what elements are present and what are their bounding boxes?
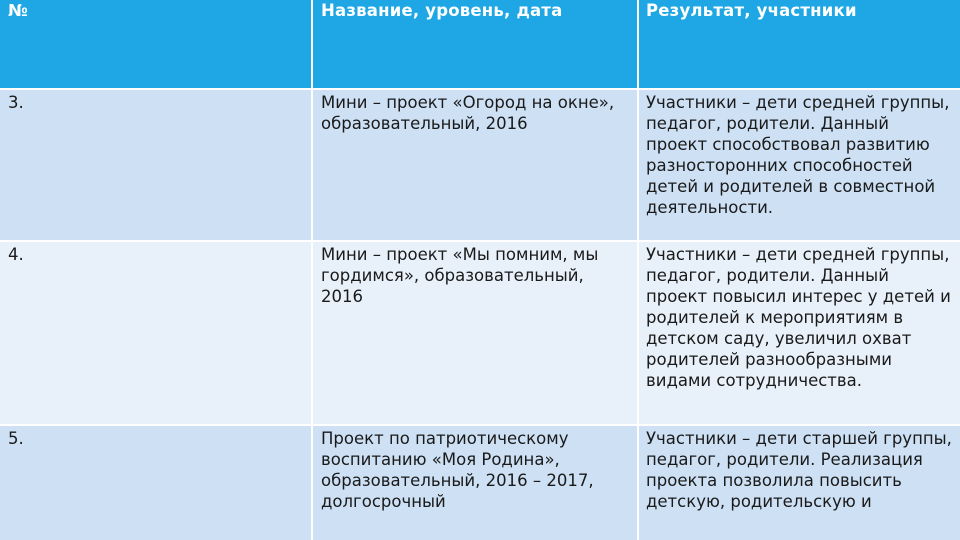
row-project-name: Проект по патриотическому воспитанию «Моя Родина», образовательный, 2016 – 2017, долгосрочный	[313, 426, 637, 540]
header-number: №	[0, 0, 311, 88]
header-result-participants: Результат, участники	[639, 0, 960, 88]
row-project-name: Мини – проект «Мы помним, мы гордимся», образовательный, 2016	[313, 242, 637, 424]
row-result: Участники – дети средней группы, педагог, родители. Данный проект способствовал развитию разносторонних способностей детей и родителей в совместной деятельности.	[639, 90, 960, 240]
table-row	[0, 426, 960, 540]
table-header-row	[0, 0, 960, 88]
table-row	[0, 90, 960, 240]
header-name-level-date: Название, уровень, дата	[313, 0, 637, 88]
row-project-name: Мини – проект «Огород на окне», образовательный, 2016	[313, 90, 637, 240]
row-number: 3.	[0, 90, 311, 240]
row-result: Участники – дети старшей группы, педагог, родители. Реализация проекта позволила повысить детскую, родительскую и	[639, 426, 960, 540]
table-row	[0, 242, 960, 424]
row-number: 5.	[0, 426, 311, 540]
row-number: 4.	[0, 242, 311, 424]
row-result: Участники – дети средней группы, педагог, родители. Данный проект повысил интерес у детей и родителей к мероприятиям в детском саду, увеличил охват родителей разнообразными видами сотрудничества.	[639, 242, 960, 424]
